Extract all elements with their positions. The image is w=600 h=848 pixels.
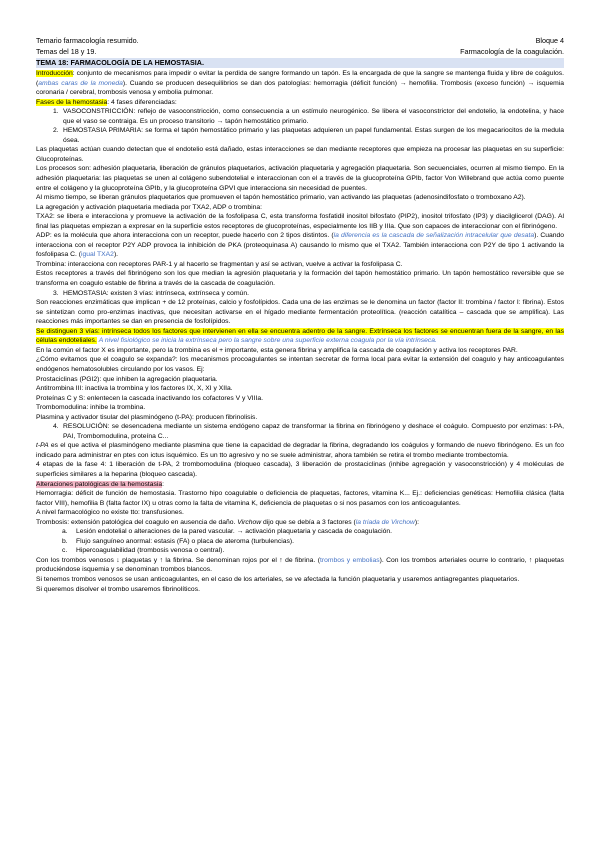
anticoagulant-item: Trombomodulina: inhibe la trombina. [36,404,146,412]
list-item-virchow [36,537,564,547]
list-item-resolucion [36,422,564,441]
trombosis-text-3: ): [414,518,420,526]
list-text: Lesión endotelial o alteraciones de la pared vascular. → activación plaquetaria y cascada de coagulación. [76,528,392,536]
venosos-text-2: ). Con los trombos arteriales ocurre lo contrario, ↑ plaquetas produciéndose isquemia y se denominan trombos blancos. [36,556,564,574]
alteraciones-heading [36,480,564,490]
paragraph-a-nivel: A nivel farmacológico no existe tto: transfusiones. [36,509,184,517]
list-letter: b. [62,537,68,545]
fases-text: : 4 fases diferenciadas: [107,98,177,106]
paragraph-via-comun: En la común el factor X es importante, pero la trombina es el + importante, esta genera fibrina y amplifica la cascada de coagulación y activa los receptores PAR. [36,346,518,354]
list-item-virchow [36,527,564,537]
list-text: HEMOSTASIA PRIMARIA: se forma el tapón hemostático primario y las plaquetas adquieren un papel fundamental. Estas surgen de los megacariocitos de la medula ósea. [63,127,564,144]
adp-note-2: igual TXA2 [81,251,114,259]
list-text: Flujo sanguíneo anormal: estasis (FA) o placa de ateroma (turbulencias). [76,537,294,545]
paragraph-si-queremos: Si queremos disolver el trombo usaremos fibrinolíticos. [36,585,200,593]
list-item-vasoconstriccion [36,107,564,126]
list-text: Hipercoagulabilidad (trombosis venosa o central). [76,547,225,555]
adp-text-3: ). [113,251,119,259]
paragraph-si-tenemos: Si tenemos trombos venosos se usan anticoagulantes, en el caso de los arteriales, se ve afectada la función plaquetaria y usaremos antiagregantes plaquetarios. [36,575,520,583]
alteraciones-colon: : [162,480,164,488]
adp-note: la diferencia es la cascada de señalización intracelular que desata [333,232,535,240]
paragraph-etapas: 4 etapas de la fase 4: 1 liberación de t-PA, 2 trombomodulina (bloqueo cascada), 3 liberación de prostaciclinas (inhibe agregación y vasoconstricción) y 4 moléculas de superficies similares a la heparina (bloqueo cascada). [36,461,564,478]
intro-text: : conjunto de mecanismos para impedir o evitar la perdida de sangre formando un tapón. Es la encargada de que la sangre se mantenga fluida y libre de coágulos. ( [36,70,564,87]
alteraciones-label: Alteraciones patológicas de la hemostasia [36,480,163,488]
intro-note: ambas caras de la moneda [38,79,123,87]
adp-text-2: ). Cuando interacciona con el receptor P2Y ADP provoca la inhibición de PKA (proteoquinasa A) causando lo mismo que el TXA2. También interacciona con P2Y de tipo 1 activando la fosfolipasa C. ( [36,232,564,259]
header-block: Bloque 4 [535,36,564,45]
page-title: TEMA 18: FARMACOLOGÍA DE LA HEMOSTASIA. [36,58,564,68]
paragraph-adp [36,231,564,260]
intro-label: Introducción [36,70,73,77]
paragraph-evitamos: ¿Cómo evitamos que el coagulo se expanda?: los mecanismos procoagulantes se intentan secretar de forma local para evitar la extensión del coagulo y hay anticoagulantes endógenos hematosolubles circulando por los vasos. Ej: [36,356,564,373]
paragraph-vias [36,327,564,346]
header-row-1 [36,36,564,47]
anticoagulant-item: Plasmina y activador tisular del plasminógeno (t-PA): producen fibrinolisis. [36,413,258,421]
list-number: 3. [53,289,59,297]
paragraph-agregacion: La agregación y activación plaquetaria mediada por TXA2, ADP o trombina: [36,203,263,211]
paragraph-trombosis [36,518,564,528]
list-text: VASOCONSTRICCIÓN: reflejo de vasoconstricción, como consecuencia a un estímulo neurogénico. Se libera el vasoconstrictor del endotelio, la endotelina, y hace que el vaso se contraiga. Es un proceso transitorio → tapón hemostático primario. [63,108,564,125]
list-number: 2. [53,127,59,135]
list-item-hemostasia [36,289,564,299]
paragraph-venosos [36,556,564,575]
paragraph-tpa [36,441,564,460]
list-number: 4. [53,423,59,431]
paragraph-procesos: Los procesos son: adhesión plaquetaria, liberación de gránulos plaquetarios, activación plaquetaria y agregación plaquetaria. Son secuenciales, ocurren al mismo tiempo. En la adhesión plaquetaria: las plaquetas se unen al colágeno subendotelial e interaccionan con el a través de la glucoproteína GPIb, factor Von Willebrand que actúa como puente entre el colágeno y la glucoproteína GPIb, y la glucoproteína GPVI que interacciona sin necesidad de puentes. [36,165,564,192]
header-topics: Temas del 18 y 19. [36,46,97,56]
adp-text: ADP: es la molécula que ahora interacciona con un receptor, puede hacerlo con 2 tipos distintos. ( [36,232,334,240]
anticoagulant-item: Prostaciclinas (PGI2): que inhiben la agregación plaquetaria. [36,375,218,383]
tpa-term: t-PA [36,442,49,450]
list-letter: a. [62,528,68,536]
fases-label: Fases de la hemostasia [36,98,108,106]
paragraph-trombina: Trombina: interacciona con receptores PAR-1 y al hacerlo se fragmentan y así se activan, vuelve a activar la fosfolipasa C. [36,260,403,268]
paragraph-estos-receptores: Estos receptores a través del fibrinógeno son los que median la agresión plaquetaria y la formación del tapón hemostático primario. Un tapón hemostático reversible que se transforma en coagulo estable de fibrina a través de la cascada de coagulación. [36,270,564,288]
anticoagulant-item: Antitrombina III: inactiva la trombina y los factores IX, X, XI y XIIa. [36,385,233,393]
intro-text-2: ). Cuando se producen desequilibrios se dan dos patologías: hemorragia (déficit función) → hemofilia. Trombosis (exceso función) → isquemia coronaria / cerebral, trombosis venosa y embolia pulmonar. [36,79,564,97]
paragraph-mismo-tiempo: Al mismo tiempo, se liberan gránulos plaquetarios que promueven el tapón hemostático primario, van activando las plaquetas (adenosindifosfato o tromboxano A2). [36,194,526,202]
list-item-hemostasia-primaria [36,126,564,145]
list-text: RESOLUCIÓN: se desencadena mediante un sistema endógeno capaz de transformar la fibrina en fibrinógeno y deshace el coágulo. Compuesto por enzimas: t-PA, PAI, Trombomodulina, proteína C... [63,423,564,440]
list-letter: c. [62,547,68,555]
venosos-text: Con los trombos venosos ↓ plaquetas y ↑ la fibrina. Se denominan rojos por el ↑ de fibrina. ( [36,556,320,564]
virchow-name: Virchow [237,518,262,526]
venosos-note: trombos y embolias [319,556,380,564]
list-item-virchow [36,546,564,556]
intro-paragraph [36,69,564,98]
tpa-text: es el que activa el plasminógeno mediante plasmina que tiene la capacidad de degradar la fibrina, degradando los coágulos y formando de nuevo fibrinógeno. Es un fco indicado para administrar en ptes con ictus isquémico. Es un tto agresivo y no se suele administrar, ahora también se retira el trombo mediante trombectomía. [36,442,564,459]
paragraph-hemorragia: Hemorragia: déficit de función de hemostasia. Trastorno hipo coagulable o deficiencia de plaquetas, factores, vitamina K... Ej.: deficiencias genéticas: Hemofilia clásica (falta factor VIII), hemofilia B (falta factor IX) u otras como la falta de vitamina K, deficiencia de plaquetas o si nos pasamos con los anticoagulantes. [36,490,564,507]
paragraph-reacciones: Son reacciones enzimáticas que implican + de 12 proteínas, calcio y fosfolípidos. Cada una de las enzimas se le denomina un factor (factor II: trombina / factor I: fibrina). Estos se sintetizan como pro-enzimas inactivas, que necesitan activarse en el hígado mediante fermentación proteolítica. (reacción catalítica – cascada que se amplifica). Las reacciones más importantes se dan en presencia de fosfolípidos. [36,299,564,326]
virchow-note: la triada de Virchow [355,518,415,526]
header-row-2 [36,47,564,58]
list-text: HEMOSTASIA: existen 3 vías: intrínseca, extrínseca y común. [63,289,249,297]
list-number: 1. [53,108,59,116]
trombosis-text-2: dijo que se debía a 3 factores ( [261,518,356,526]
anticoagulant-item: Proteínas C y S: enlentecen la cascada inactivando los cofactores V y VIIIa. [36,394,263,402]
header-course: Temario farmacología resumido. [36,36,139,45]
paragraph-txa2: TXA2: se libera e interacciona y promueve la activación de la fosfolipasa C, esta transforma fosfatidil inositol bifosfato (PIP2), inositol trifosfato (IP3) y diacilglicerol (DAG). Al final las plaquetas empiezan a expresar en la superficie estos receptores de glucoproteínas, especialmente los IIB y IIIa. Que son capaces de interaccionar con el fibrinógeno. [36,213,564,230]
header-subject: Farmacología de la coagulación. [460,46,564,56]
fases-paragraph [36,98,564,108]
vias-note: A nivel fisiológico se inicia la extrínseca pero la sangre sobre una superficie externa coagula por la vía intrínseca. [98,337,437,345]
trombosis-text: Trombosis: extensión patológica del coagulo en ausencia de daño. [36,518,238,526]
paragraph-plaquetas: Las plaquetas actúan cuando detectan que el endotelio está dañado, estas interacciones se dan mediante receptores que empieza na procesar las plaquetas en su superficie: Glucoproteínas. [36,146,564,163]
vias-highlight: Se distinguen 3 vías: intrínseca todos los factores que intervienen en ella se encuentra adentro de la sangre. Extrínseca los factores se encuentran fuera de la sangre, en las células endoteliales. [36,327,564,345]
